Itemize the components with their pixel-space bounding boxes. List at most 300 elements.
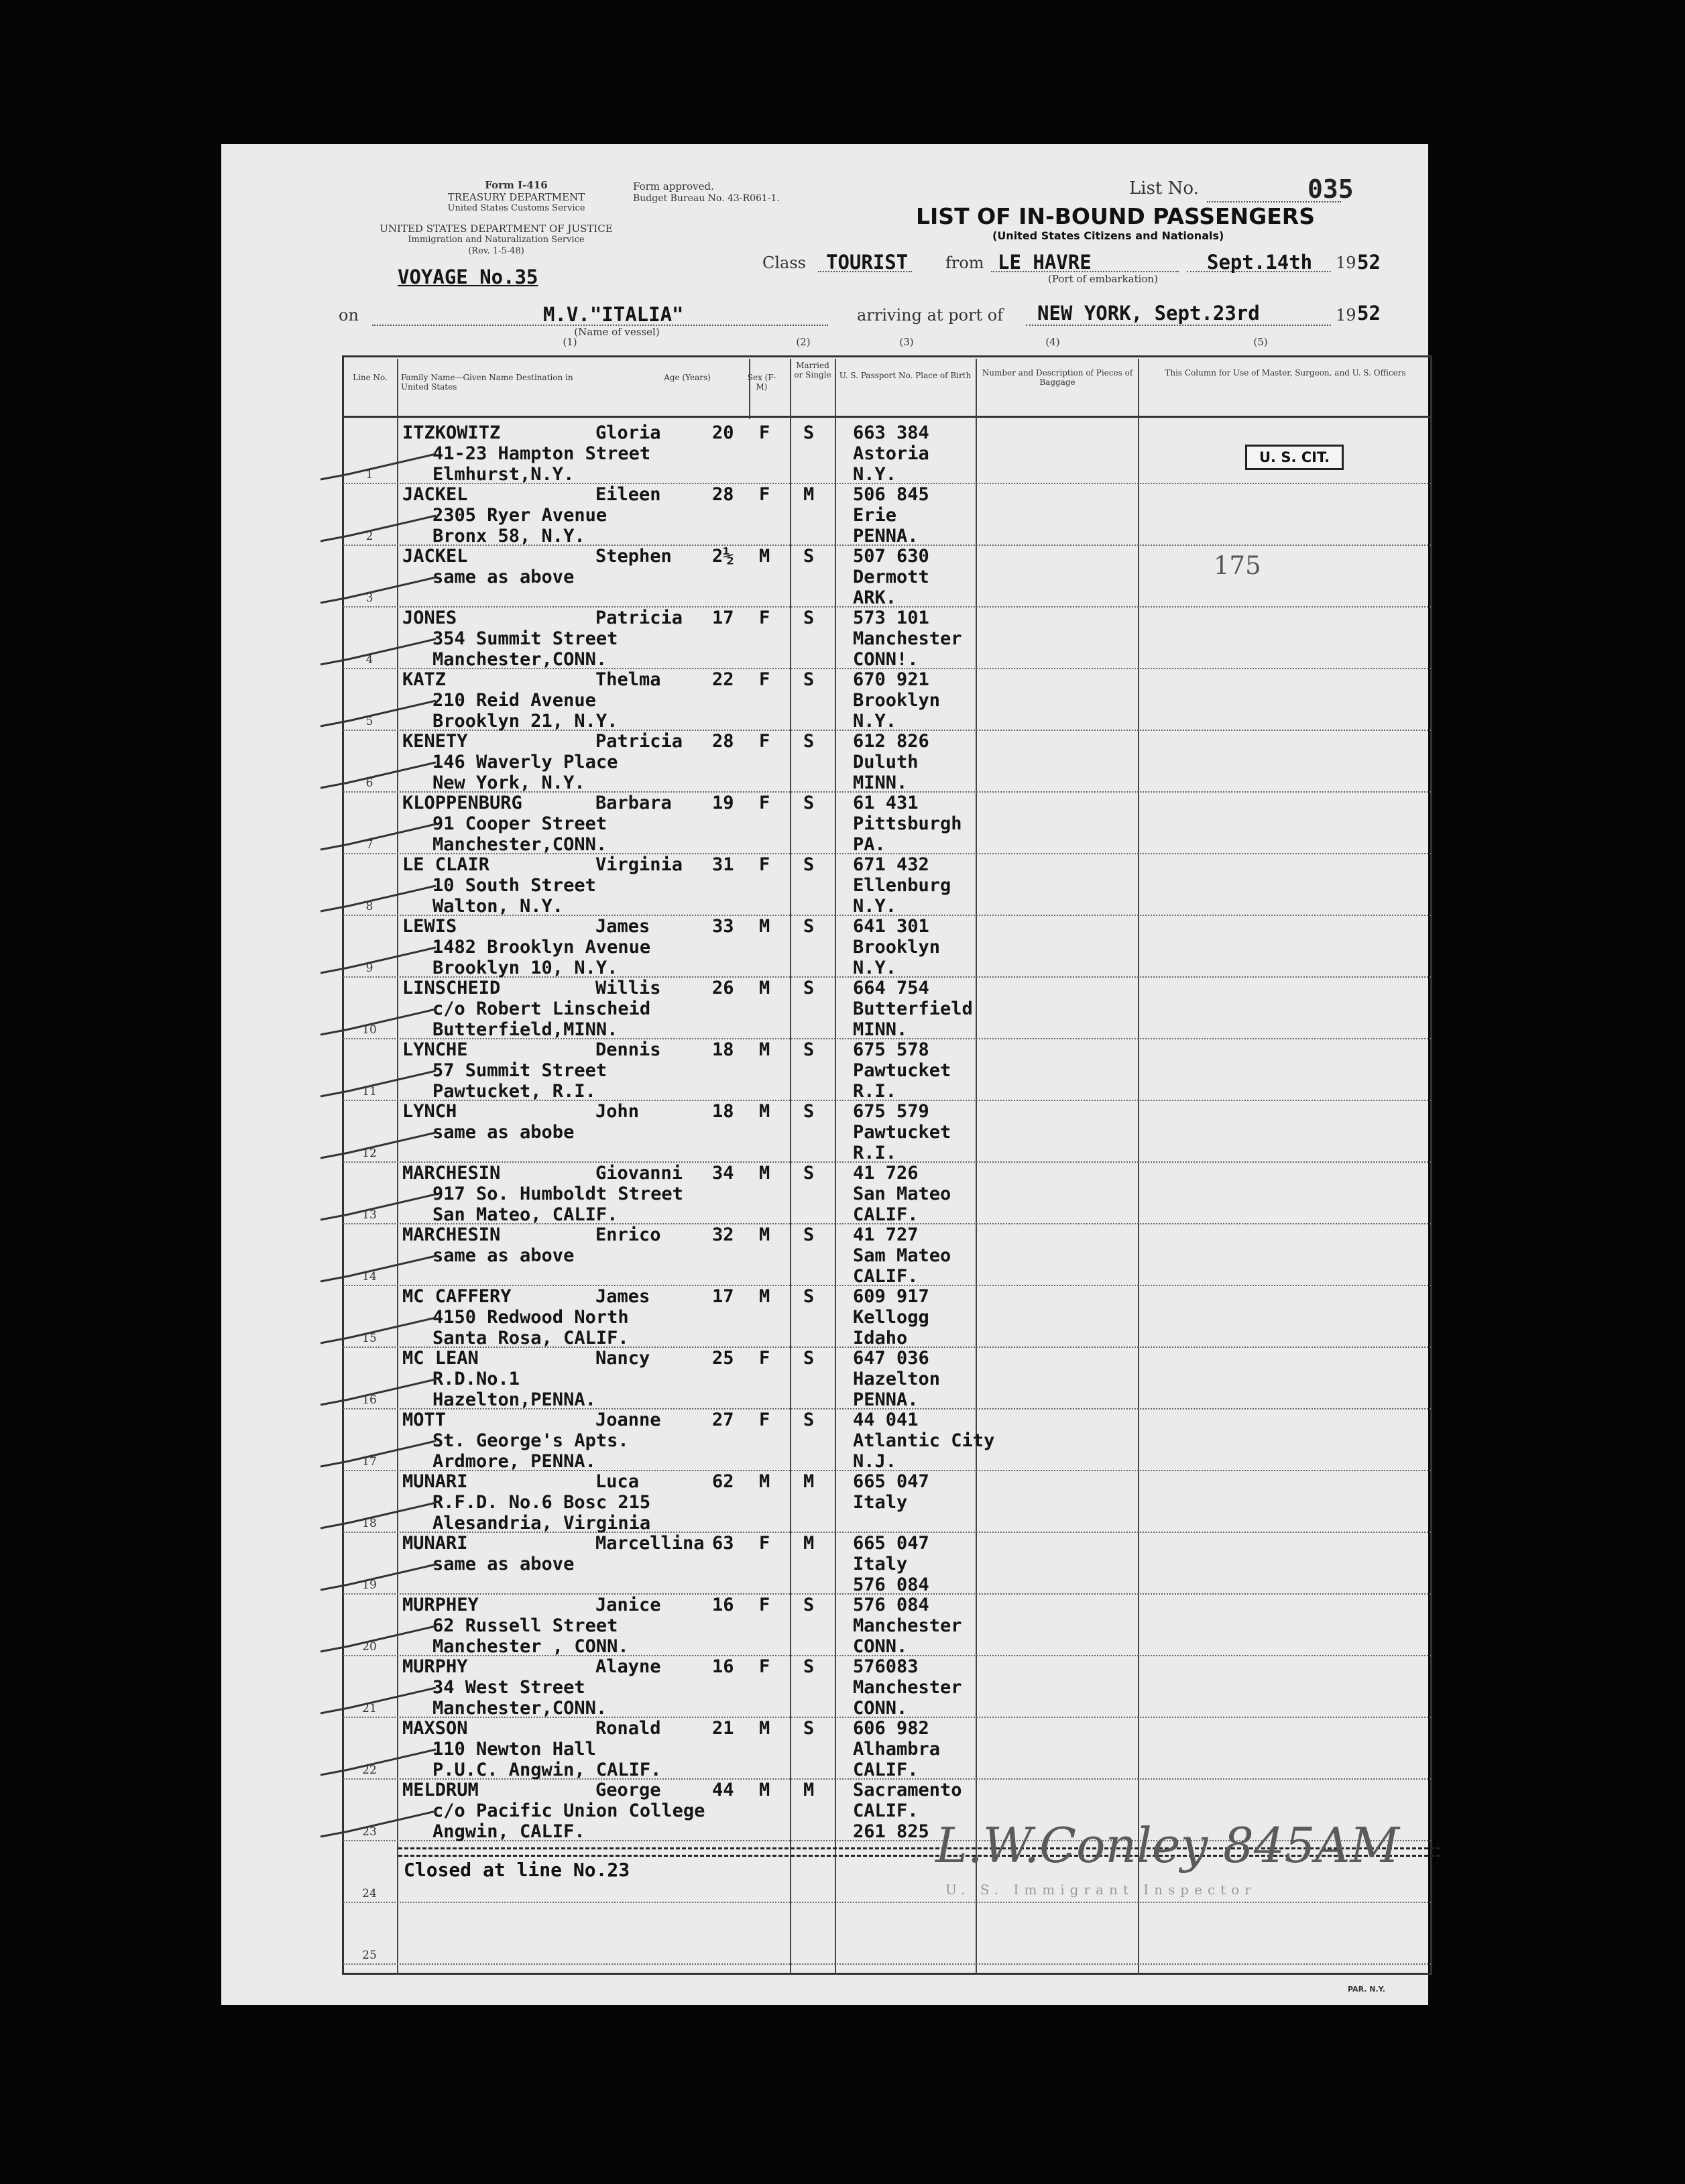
passenger-sex: M — [759, 1224, 770, 1245]
passenger-given-name: Patricia — [595, 608, 683, 628]
check-mark — [321, 1133, 436, 1158]
place-of-birth: Atlantic City — [853, 1430, 995, 1451]
passenger-family-name: MC CAFFERY — [402, 1286, 512, 1307]
check-mark — [321, 1379, 436, 1405]
doj-label: UNITED STATES DEPARTMENT OF JUSTICE — [380, 223, 613, 235]
row-line-number: 1 — [365, 468, 373, 481]
passport-number: 576 084 — [853, 1595, 929, 1615]
place-of-birth-line2: CALIF. — [853, 1266, 919, 1287]
passenger-address-line2: Bronx 58, N.Y. — [432, 526, 585, 547]
passenger-address-line1: 1482 Brooklyn Avenue — [432, 937, 651, 958]
passenger-marital-status: S — [803, 546, 815, 567]
passport-number: 576083 — [853, 1656, 919, 1677]
passenger-given-name: Dennis — [595, 1039, 661, 1060]
place-of-birth-line2: CONN. — [853, 1698, 908, 1719]
row-line-number: 6 — [365, 777, 373, 790]
place-of-birth-line2: PENNA. — [853, 1389, 919, 1410]
col-number-1: (1) — [563, 336, 577, 348]
col-head-sex: Sex (F-M) — [747, 373, 776, 392]
passenger-age: 17 — [712, 1286, 734, 1307]
place-of-birth: Italy — [853, 1492, 908, 1513]
passenger-family-name: MURPHEY — [402, 1595, 479, 1615]
place-of-birth-line2: CONN. — [853, 1636, 908, 1657]
passenger-family-name: LE CLAIR — [402, 854, 490, 875]
embark-note: (Port of embarkation) — [1048, 273, 1158, 285]
embark-year: 52 — [1357, 251, 1381, 274]
passport-number: Sacramento — [853, 1780, 962, 1800]
passenger-given-name: Thelma — [595, 669, 661, 690]
passenger-sex: M — [759, 916, 770, 937]
passenger-address-line2: Brooklyn 21, N.Y. — [432, 711, 618, 732]
col-number-4: (4) — [1045, 336, 1060, 348]
from-port: LE HAVRE — [998, 251, 1092, 274]
place-of-birth: Astoria — [853, 443, 929, 464]
check-mark — [321, 1564, 436, 1590]
passenger-marital-status: S — [803, 1163, 815, 1184]
passport-number: 507 630 — [853, 546, 929, 567]
passenger-marital-status: S — [803, 1595, 815, 1615]
passenger-address-line2: Brooklyn 10, N.Y. — [432, 958, 618, 978]
place-of-birth: Kellogg — [853, 1307, 929, 1328]
row-line-number: 16 — [362, 1393, 377, 1407]
vessel-name: M.V."ITALIA" — [543, 303, 684, 326]
treasury-label: TREASURY DEPARTMENT — [447, 191, 585, 203]
passenger-given-name: Ronald — [595, 1718, 661, 1739]
passenger-marital-status: S — [803, 916, 815, 937]
passenger-address-line2: Manchester,CONN. — [432, 649, 607, 670]
place-of-birth-line2: MINN. — [853, 1019, 908, 1040]
col-head-age: Age (Years) — [664, 373, 711, 382]
place-of-birth-line2: N.Y. — [853, 958, 897, 978]
passenger-marital-status: S — [803, 731, 815, 752]
passenger-sex: M — [759, 1101, 770, 1122]
passenger-marital-status: M — [803, 1533, 815, 1554]
passenger-family-name: MUNARI — [402, 1471, 468, 1492]
passenger-address-line1: same as abobe — [432, 1122, 575, 1143]
passenger-family-name: KENETY — [402, 731, 468, 752]
passenger-family-name: LYNCH — [402, 1101, 457, 1122]
row-line-number: 21 — [362, 1702, 377, 1715]
passenger-sex: M — [759, 1718, 770, 1739]
place-of-birth-line2: CALIF. — [853, 1760, 919, 1780]
passenger-age: 28 — [712, 484, 734, 505]
passenger-address-line1: 41-23 Hampton Street — [432, 443, 651, 464]
place-of-birth-line2: 261 825 — [853, 1821, 929, 1842]
check-mark — [321, 639, 436, 665]
passenger-age: 22 — [712, 669, 734, 690]
passenger-sex: F — [759, 484, 770, 505]
check-mark — [321, 762, 436, 788]
form-title: LIST OF IN-BOUND PASSENGERS — [916, 203, 1315, 229]
passenger-given-name: James — [595, 1286, 650, 1307]
col-number-5: (5) — [1253, 336, 1268, 348]
passenger-marital-status: S — [803, 1039, 815, 1060]
passenger-age: 16 — [712, 1656, 734, 1677]
passenger-family-name: KATZ — [402, 669, 447, 690]
passenger-sex: M — [759, 1039, 770, 1060]
passenger-sex: F — [759, 669, 770, 690]
passenger-address-line1: 2305 Ryer Avenue — [432, 505, 607, 526]
place-of-birth: Duluth — [853, 752, 919, 772]
place-of-birth-line2: PENNA. — [853, 526, 919, 547]
place-of-birth: Hazelton — [853, 1369, 941, 1389]
form-subtitle: (United States Citizens and Nationals) — [992, 229, 1224, 242]
passenger-marital-status: S — [803, 793, 815, 813]
place-of-birth-line2: PA. — [853, 834, 886, 855]
passenger-sex: M — [759, 1780, 770, 1800]
row-line-number: 25 — [362, 1949, 377, 1962]
passenger-sex: F — [759, 1595, 770, 1615]
passenger-sex: M — [759, 978, 770, 998]
passenger-family-name: LINSCHEID — [402, 978, 501, 998]
passenger-address-line1: same as above — [432, 1245, 575, 1266]
embark-year-prefix: 19 — [1336, 253, 1356, 272]
passenger-sex: F — [759, 793, 770, 813]
passenger-family-name: MAXSON — [402, 1718, 468, 1739]
place-of-birth-line2: R.I. — [853, 1081, 897, 1102]
row-line-number: 17 — [362, 1455, 377, 1469]
passenger-age: 17 — [712, 608, 734, 628]
passenger-age: 19 — [712, 793, 734, 813]
passenger-address-line2: Angwin, CALIF. — [432, 1821, 585, 1842]
passport-number: 671 432 — [853, 854, 929, 875]
row-line-number: 8 — [365, 900, 373, 913]
place-of-birth: Pawtucket — [853, 1060, 951, 1081]
passenger-address-line1: 62 Russell Street — [432, 1615, 618, 1636]
passport-number: 609 917 — [853, 1286, 929, 1307]
passenger-family-name: JACKEL — [402, 484, 468, 505]
place-of-birth: Brooklyn — [853, 937, 941, 958]
passport-number: 665 047 — [853, 1471, 929, 1492]
col-head-baggage: Number and Description of Pieces of Baggage — [982, 368, 1133, 388]
check-mark — [321, 1749, 436, 1775]
passenger-address-line1: 34 West Street — [432, 1677, 585, 1698]
on-label: on — [339, 306, 359, 325]
check-mark — [321, 577, 436, 603]
check-mark — [321, 1688, 436, 1713]
place-of-birth-line2: ARK. — [853, 587, 897, 608]
passenger-address-line2: Walton, N.Y. — [432, 896, 564, 917]
check-mark — [321, 947, 436, 973]
closed-at-line: Closed at line No.23 — [404, 1859, 630, 1881]
passenger-family-name: MOTT — [402, 1410, 447, 1430]
row-line-number: 7 — [365, 838, 373, 852]
place-of-birth: Butterfield — [853, 998, 973, 1019]
check-mark — [321, 516, 436, 541]
passport-number: 675 578 — [853, 1039, 929, 1060]
check-mark — [321, 1009, 436, 1035]
passenger-sex: F — [759, 1656, 770, 1677]
passenger-address-line1: c/o Robert Linscheid — [432, 998, 651, 1019]
class-label: Class — [762, 253, 806, 272]
passenger-address-line2: Pawtucket, R.I. — [432, 1081, 596, 1102]
passenger-marital-status: M — [803, 484, 815, 505]
passenger-family-name: LYNCHE — [402, 1039, 468, 1060]
passenger-address-line1: 354 Summit Street — [432, 628, 618, 649]
place-of-birth-line2: N.Y. — [853, 711, 897, 732]
passenger-age: 26 — [712, 978, 734, 998]
passenger-age: 33 — [712, 916, 734, 937]
row-line-number: 3 — [365, 591, 373, 605]
col-head-officers: This Column for Use of Master, Surgeon, and U. S. Officers — [1165, 368, 1406, 378]
passport-number: 664 754 — [853, 978, 929, 998]
check-mark — [321, 701, 436, 726]
passenger-address-line1: 917 So. Humboldt Street — [432, 1184, 683, 1204]
passenger-address-line1: 146 Waverly Place — [432, 752, 618, 772]
passenger-family-name: ITZKOWITZ — [402, 422, 501, 443]
passenger-family-name: MURPHY — [402, 1656, 468, 1677]
passenger-address-line1: 110 Newton Hall — [432, 1739, 596, 1760]
place-of-birth-line2: CALIF. — [853, 1204, 919, 1225]
passenger-address-line2: Manchester,CONN. — [432, 1698, 607, 1719]
row-line-number: 18 — [362, 1517, 377, 1530]
passenger-given-name: Stephen — [595, 546, 672, 567]
place-of-birth: Manchester — [853, 1615, 962, 1636]
col-number-2: (2) — [796, 336, 811, 348]
passenger-marital-status: S — [803, 1718, 815, 1739]
passenger-family-name: MUNARI — [402, 1533, 468, 1554]
place-of-birth-line2: N.Y. — [853, 896, 897, 917]
passenger-sex: M — [759, 1471, 770, 1492]
passport-number: 44 041 — [853, 1410, 919, 1430]
passenger-marital-status: S — [803, 1224, 815, 1245]
passport-number: 663 384 — [853, 422, 929, 443]
us-citizen-stamp: U. S. CIT. — [1245, 445, 1344, 470]
passenger-address-line2: Hazelton,PENNA. — [432, 1389, 596, 1410]
passenger-age: 34 — [712, 1163, 734, 1184]
passenger-address-line2: Ardmore, PENNA. — [432, 1451, 596, 1472]
passenger-address-line2: Manchester , CONN. — [432, 1636, 629, 1657]
inspector-title: U. S. Immigrant Inspector — [945, 1882, 1257, 1898]
passenger-given-name: Patricia — [595, 731, 683, 752]
passenger-age: 63 — [712, 1533, 734, 1554]
row-line-number: 14 — [362, 1270, 377, 1283]
row-line-number: 24 — [362, 1887, 377, 1900]
passport-number: 41 727 — [853, 1224, 919, 1245]
passenger-address-line2: New York, N.Y. — [432, 772, 585, 793]
place-of-birth: CALIF. — [853, 1800, 919, 1821]
form-number: Form I-416 — [485, 179, 548, 191]
place-of-birth: San Mateo — [853, 1184, 951, 1204]
passenger-marital-status: M — [803, 1471, 815, 1492]
passenger-given-name: Janice — [595, 1595, 661, 1615]
arrival-year: 52 — [1357, 302, 1381, 325]
passenger-address-line2: Butterfield,MINN. — [432, 1019, 618, 1040]
passenger-address-line2: San Mateo, CALIF. — [432, 1204, 618, 1225]
embark-date: Sept.14th — [1207, 251, 1313, 274]
passport-number: 61 431 — [853, 793, 919, 813]
place-of-birth: Sam Mateo — [853, 1245, 951, 1266]
passenger-family-name: MARCHESIN — [402, 1163, 501, 1184]
passenger-marital-status: S — [803, 1410, 815, 1430]
passport-number: 675 579 — [853, 1101, 929, 1122]
arrival-year-prefix: 19 — [1336, 306, 1356, 325]
passport-number: 647 036 — [853, 1348, 929, 1369]
passenger-address-line2: Alesandria, Virginia — [432, 1513, 651, 1534]
check-mark — [321, 1811, 436, 1837]
place-of-birth-line2: 576 084 — [853, 1574, 929, 1595]
passenger-family-name: LEWIS — [402, 916, 457, 937]
place-of-birth: Italy — [853, 1554, 908, 1574]
printer-mark: PAR. N.Y. — [1348, 1985, 1385, 1994]
place-of-birth-line2: Idaho — [853, 1328, 908, 1348]
check-mark — [321, 1071, 436, 1096]
arrival-port: NEW YORK, Sept.23rd — [1037, 302, 1260, 325]
row-line-number: 23 — [362, 1825, 377, 1839]
passenger-age: 16 — [712, 1595, 734, 1615]
passport-number: 641 301 — [853, 916, 929, 937]
passenger-given-name: John — [595, 1101, 640, 1122]
customs-label: United States Customs Service — [447, 203, 585, 213]
passenger-given-name: Gloria — [595, 422, 661, 443]
row-line-number: 22 — [362, 1764, 377, 1777]
passenger-address-line1: 91 Cooper Street — [432, 813, 607, 834]
place-of-birth: Dermott — [853, 567, 929, 587]
place-of-birth: Erie — [853, 505, 897, 526]
list-number: 035 — [1308, 174, 1354, 204]
passenger-age: 2½ — [712, 546, 734, 567]
arriving-label: arriving at port of — [857, 306, 1004, 325]
passenger-address-line1: 210 Reid Avenue — [432, 690, 596, 711]
row-line-number: 4 — [365, 653, 373, 667]
passenger-sex: F — [759, 731, 770, 752]
passenger-age: 44 — [712, 1780, 734, 1800]
check-mark — [321, 886, 436, 911]
passenger-sex: M — [759, 1163, 770, 1184]
passenger-given-name: Nancy — [595, 1348, 650, 1369]
passport-number: 573 101 — [853, 608, 929, 628]
passenger-age: 31 — [712, 854, 734, 875]
passport-number: 41 726 — [853, 1163, 919, 1184]
passport-number: 670 921 — [853, 669, 929, 690]
officer-note: 175 — [1214, 551, 1261, 580]
passenger-age: 28 — [712, 731, 734, 752]
passenger-given-name: Barbara — [595, 793, 672, 813]
row-line-number: 15 — [362, 1332, 377, 1345]
col-head-line: Line No. — [353, 373, 388, 382]
passenger-age: 18 — [712, 1039, 734, 1060]
class-value: TOURIST — [826, 251, 909, 274]
place-of-birth: Brooklyn — [853, 690, 941, 711]
check-mark — [321, 1194, 436, 1220]
passenger-marital-status: S — [803, 608, 815, 628]
passenger-address-line1: 57 Summit Street — [432, 1060, 607, 1081]
row-line-number: 9 — [365, 962, 373, 975]
col-number-3: (3) — [899, 336, 914, 348]
place-of-birth: Alhambra — [853, 1739, 941, 1760]
passenger-age: 27 — [712, 1410, 734, 1430]
passenger-family-name: MARCHESIN — [402, 1224, 501, 1245]
passenger-family-name: MC LEAN — [402, 1348, 479, 1369]
vessel-note: (Name of vessel) — [574, 326, 660, 338]
row-line-number: 19 — [362, 1578, 377, 1592]
voyage-number: VOYAGE No.35 — [398, 266, 538, 288]
passenger-sex: F — [759, 1348, 770, 1369]
inspector-signature: L.W.Conley 845AM — [935, 1817, 1400, 1874]
passport-number: 506 845 — [853, 484, 929, 505]
passenger-sex: F — [759, 1410, 770, 1430]
passenger-given-name: Eileen — [595, 484, 661, 505]
passenger-sex: F — [759, 1533, 770, 1554]
passenger-age: 18 — [712, 1101, 734, 1122]
passenger-given-name: James — [595, 916, 650, 937]
place-of-birth-line2: N.Y. — [853, 464, 897, 485]
passenger-address-line2: Santa Rosa, CALIF. — [432, 1328, 629, 1348]
row-line-number: 10 — [362, 1023, 377, 1037]
passenger-given-name: Virginia — [595, 854, 683, 875]
passenger-marital-status: S — [803, 1656, 815, 1677]
passenger-address-line1: St. George's Apts. — [432, 1430, 629, 1451]
passenger-address-line1: 10 South Street — [432, 875, 596, 896]
passenger-marital-status: S — [803, 978, 815, 998]
passenger-given-name: Alayne — [595, 1656, 661, 1677]
row-line-number: 5 — [365, 715, 373, 728]
from-label: from — [945, 253, 984, 272]
passenger-address-line1: R.F.D. No.6 Bosc 215 — [432, 1492, 651, 1513]
check-mark — [321, 1503, 436, 1528]
row-line-number: 2 — [365, 530, 373, 543]
check-mark — [321, 1256, 436, 1281]
passenger-address-line2: P.U.C. Angwin, CALIF. — [432, 1760, 662, 1780]
passenger-given-name: Joanne — [595, 1410, 661, 1430]
passenger-address-line1: 4150 Redwood North — [432, 1307, 629, 1328]
passenger-age: 62 — [712, 1471, 734, 1492]
passenger-marital-status: M — [803, 1780, 815, 1800]
place-of-birth-line2: N.J. — [853, 1451, 897, 1472]
row-line-number: 11 — [362, 1085, 377, 1098]
passenger-marital-status: S — [803, 669, 815, 690]
passenger-marital-status: S — [803, 1101, 815, 1122]
place-of-birth-line2: CONN!. — [853, 649, 919, 670]
col-head-passport: U. S. Passport No. Place of Birth — [839, 371, 972, 380]
passport-number: 606 982 — [853, 1718, 929, 1739]
passenger-family-name: MELDRUM — [402, 1780, 479, 1800]
check-mark — [321, 1441, 436, 1467]
col-head-married: Married or Single — [794, 361, 831, 380]
passenger-address-line1: same as above — [432, 1554, 575, 1574]
passenger-age: 21 — [712, 1718, 734, 1739]
place-of-birth: Ellenburg — [853, 875, 951, 896]
passenger-given-name: Luca — [595, 1471, 640, 1492]
passenger-address-line1: c/o Pacific Union College — [432, 1800, 705, 1821]
passenger-given-name: Willis — [595, 978, 661, 998]
passenger-marital-status: S — [803, 1286, 815, 1307]
place-of-birth: Manchester — [853, 628, 962, 649]
check-mark — [321, 1318, 436, 1343]
place-of-birth: Manchester — [853, 1677, 962, 1698]
place-of-birth: Pawtucket — [853, 1122, 951, 1143]
passport-number: 665 047 — [853, 1533, 929, 1554]
check-mark — [321, 1626, 436, 1652]
passenger-marital-status: S — [803, 422, 815, 443]
passenger-sex: F — [759, 854, 770, 875]
check-mark — [321, 824, 436, 850]
passport-number: 612 826 — [853, 731, 929, 752]
place-of-birth: Pittsburgh — [853, 813, 962, 834]
passenger-address-line1: same as above — [432, 567, 575, 587]
row-line-number: 13 — [362, 1208, 377, 1222]
col-head-name: Family Name—Given Name Destination in United States — [401, 373, 573, 392]
passenger-sex: M — [759, 1286, 770, 1307]
passenger-sex: M — [759, 546, 770, 567]
passenger-family-name: JONES — [402, 608, 457, 628]
form-approved: Form approved. — [633, 180, 714, 192]
list-no-label: List No. — [1129, 178, 1199, 198]
passenger-marital-status: S — [803, 1348, 815, 1369]
passenger-sex: F — [759, 422, 770, 443]
passenger-address-line2: Manchester,CONN. — [432, 834, 607, 855]
rev-label: (Rev. 1-5-48) — [468, 246, 524, 256]
